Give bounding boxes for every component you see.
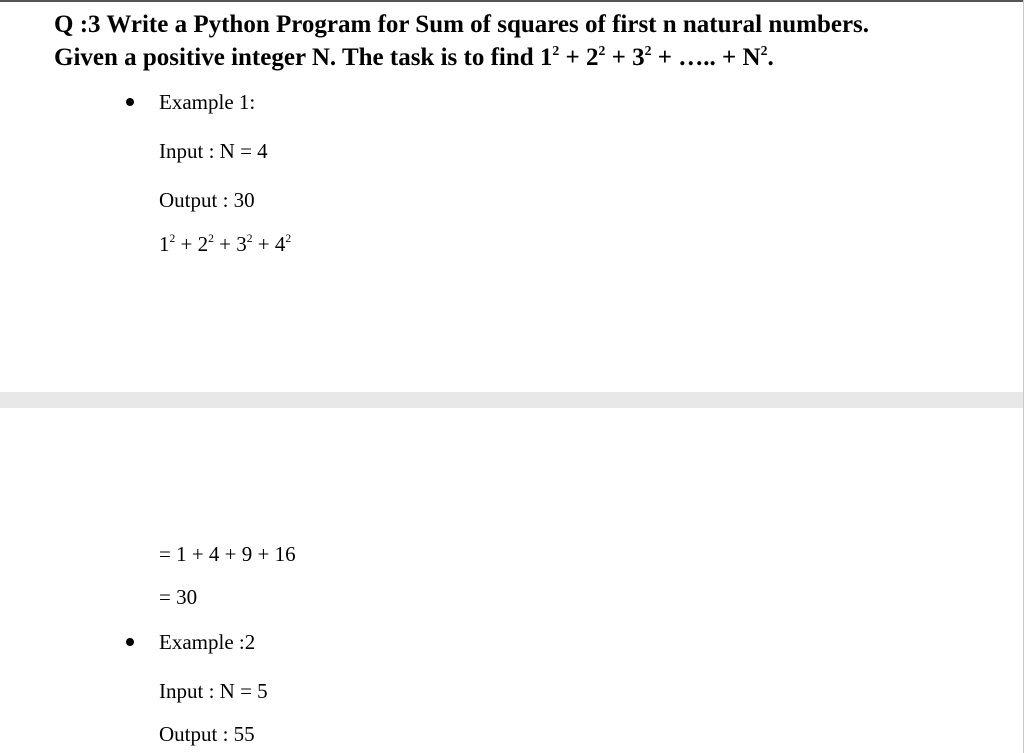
example2-heading: Example :2	[159, 630, 256, 654]
series-base-3: 3	[236, 232, 247, 256]
title-end: .	[767, 44, 774, 71]
title-term-1-exp: 2	[552, 42, 560, 58]
series-exp-1: 2	[169, 233, 176, 246]
example1-step1: = 1 + 4 + 9 + 16	[159, 542, 296, 566]
series-exp-4: 2	[285, 233, 292, 246]
page-2	[0, 408, 1023, 753]
example2-input: Input : N = 5	[159, 679, 268, 703]
series-base-1: 1	[159, 232, 170, 256]
title-prefix: Given a positive integer N. The task is to find	[54, 44, 540, 71]
title-term-2-exp: 2	[598, 42, 606, 58]
title-last-exp: 2	[760, 42, 768, 58]
title-term-3-base: 3	[632, 44, 645, 71]
example1-series: $1^2 + 2^2 + 3^2 + 4^2$	[159, 232, 292, 256]
title-ellipsis: + ….. +	[651, 44, 743, 71]
example1-input: Input : N = 4	[159, 139, 268, 163]
series-exp-3: 2	[246, 233, 253, 246]
question-title-line2: Given a positive integer N. The task is to find $1^2 + 2^2 + 3^2$ + ….. + $N^2$.	[54, 42, 774, 71]
series-base-4: 4	[274, 232, 286, 256]
series-exp-2: 2	[208, 233, 214, 246]
series-base-2: 2	[197, 232, 209, 256]
example2-output: Output : 55	[159, 722, 255, 746]
title-term-1-base: 1	[539, 44, 553, 71]
example1-output: Output : 30	[159, 188, 255, 212]
example2-bullet-icon	[126, 638, 134, 646]
page-1	[0, 2, 1023, 392]
title-term-2-base: 2	[586, 44, 599, 71]
example1-step2: = 30	[159, 585, 198, 609]
example1-heading: Example 1:	[159, 90, 256, 114]
title-term-3-exp: 2	[644, 42, 652, 58]
page-separator	[0, 392, 1023, 408]
question-title-line1: Q :3 Write a Python Program for Sum of squares of first n natural numbers.	[54, 11, 870, 38]
title-last-base: N	[742, 44, 761, 71]
example1-bullet-icon	[126, 98, 134, 106]
